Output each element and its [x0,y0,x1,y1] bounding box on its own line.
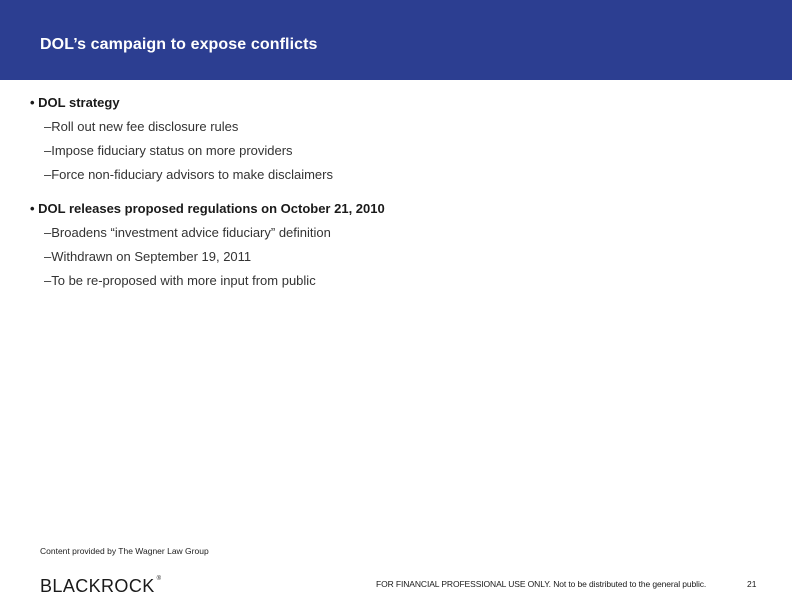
sub-item: –Impose fiduciary status on more providers [44,143,293,158]
slide-title: DOL’s campaign to expose conflicts [40,36,318,53]
page-number: 21 [747,579,757,589]
disclaimer-text: FOR FINANCIAL PROFESSIONAL USE ONLY. Not to be distributed to the general public. [376,579,707,589]
content-credit-note: Content provided by The Wagner Law Group [40,546,209,556]
sub-item: –To be re-proposed with more input from public [44,273,316,288]
sub-item: –Broadens “investment advice fiduciary” definition [44,225,331,240]
slide-header-bar [0,0,792,80]
bullet-heading: • DOL strategy [30,95,120,110]
logo-text: BLACKROCK [40,576,155,596]
slide-content [30,94,770,290]
blackrock-logo [40,576,161,597]
section-dol-strategy [30,94,770,184]
sub-item: –Withdrawn on September 19, 2011 [44,249,252,264]
bullet-heading: • DOL releases proposed regulations on October 21, 2010 [30,201,385,216]
section-proposed-regulations [30,200,770,290]
registered-mark: ® [156,576,162,582]
sub-item: –Roll out new fee disclosure rules [44,119,239,134]
sub-item: –Force non-fiduciary advisors to make disclaimers [44,167,333,182]
